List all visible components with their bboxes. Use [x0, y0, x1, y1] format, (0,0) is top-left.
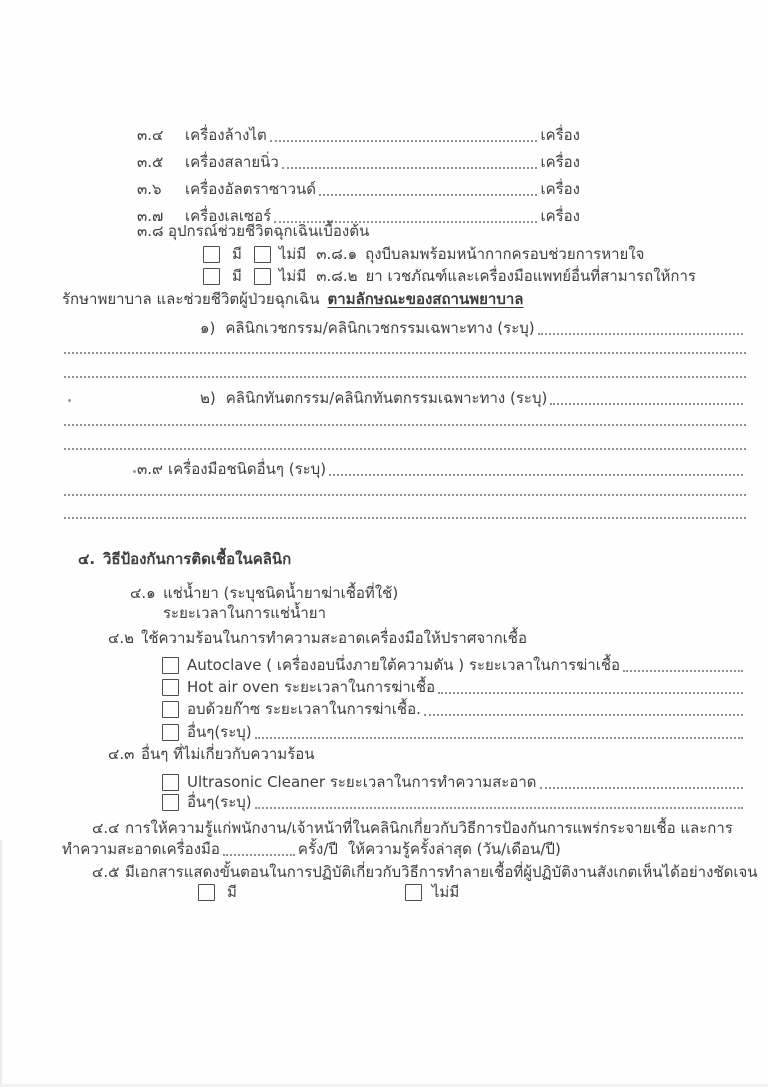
blank-dotted-line: [540, 786, 743, 789]
form-line-4-5: [92, 861, 757, 883]
blank-dotted-line: [550, 402, 743, 405]
blank-dotted-line: [255, 806, 743, 809]
checkbox-yes-label: มี: [232, 267, 242, 285]
item-label: อุปกรณ์ช่วยชีวิตฉุกเฉินเบื้องต้น: [168, 222, 370, 240]
blank-dotted-line: [623, 669, 743, 672]
item-label: อื่นๆ ที่ไม่เกี่ยวกับความร้อน: [141, 745, 315, 763]
item-label: ยา เวชภัณฑ์และเครื่องมือแพทย์อื่นที่สามารถให้การ: [365, 267, 696, 285]
checkbox-yes-label: มี: [232, 245, 242, 263]
checkbox: [162, 794, 179, 811]
item-label: คลินิกเวชกรรม/คลินิกเวชกรรมเฉพาะทาง (ระบุ): [225, 319, 535, 337]
form-line-4-4: [92, 817, 733, 839]
checkbox-no-label: ไม่มี: [278, 245, 307, 263]
scan-speck: [133, 470, 136, 473]
blank-dotted-line: [223, 853, 295, 856]
item-number: ๔.๑: [130, 584, 156, 602]
item-label: ใช้ความร้อนในการทำความสะอาดเครื่องมือให้ปราศจากเชื้อ: [141, 629, 527, 647]
checkbox: [162, 679, 179, 696]
blank-dotted-line: [424, 713, 743, 716]
item-label: ระยะเวลาในการแช่น้ำยา: [163, 604, 327, 622]
form-line-3-9: [137, 458, 746, 480]
blank-dotted-line: [64, 448, 746, 450]
checkbox-yes-label: มี: [227, 883, 237, 901]
form-line-3-8-2: [203, 265, 696, 287]
item-number: ๓.๘.๒: [316, 267, 358, 285]
form-line-4-5-choices: [198, 881, 459, 903]
continuation-text: รักษาพยาบาล และช่วยชีวิตผู้ป่วยฉุกเฉิน: [62, 290, 320, 308]
item-label: มีเอกสารแสดงขั้นตอนในการปฏิบัติเกี่ยวกับวิธีการทำลายเชื้อที่ผู้ปฏิบัติงานสังเกตเห็นได้อย่างชัดเจน: [125, 863, 758, 881]
blank-dotted-line: [319, 193, 537, 196]
blank-dotted-line: [64, 517, 746, 519]
blank-dotted-line: [255, 736, 743, 739]
option-label: อบด้วยก๊าซ ระยะเวลาในการฆ่าเชื้อ.: [187, 700, 421, 718]
scan-speck: [68, 399, 71, 402]
option-hot-air-oven: [162, 676, 746, 698]
blank-dotted-line: [282, 166, 538, 169]
item-label: การให้ความรู้แก่พนักงาน/เจ้าหน้าที่ในคลินิกเกี่ยวกับวิธีการป้องกันการแพร่กระจายเชื้อ และการ: [125, 819, 733, 837]
item-label: เครื่องสลายนิ่ว: [185, 153, 279, 171]
form-line-4-4-continuation: [62, 838, 561, 860]
item-number: ๔.๔: [92, 819, 120, 837]
form-line-4-1: [130, 582, 398, 604]
checkbox-yes: [203, 246, 220, 263]
option-label: Autoclave ( เครื่องอบนึ่งภายใต้ความดัน ) ระยะเวลาในการฆ่าเชื้อ: [187, 656, 621, 674]
option-other-nonheat: [162, 791, 746, 813]
form-line-4-3: [108, 743, 315, 765]
option-label: Ultrasonic Cleaner ระยะเวลาในการทำความสะอาด: [187, 773, 537, 791]
section-number: ๔.: [78, 550, 96, 568]
form-subitem-1: [200, 317, 746, 339]
item-number: ๓.๔: [137, 126, 164, 144]
blank-dotted-line: [64, 494, 746, 496]
checkbox-yes: [198, 884, 215, 901]
scan-edge-left: [0, 840, 2, 1087]
unit-label: เครื่อง: [540, 153, 580, 171]
item-number: ๔.๓: [108, 745, 135, 763]
blank-dotted-line: [64, 352, 746, 354]
section-title: วิธีป้องกันการติดเชื้อในคลินิก: [103, 550, 292, 568]
unit-label: เครื่อง: [540, 180, 580, 198]
emphasized-text: ตามลักษณะของสถานพยาบาล: [327, 290, 524, 308]
option-autoclave: [162, 654, 746, 676]
checkbox: [162, 774, 179, 791]
blank-dotted-line: [329, 473, 743, 476]
checkbox-no-label: ไม่มี: [278, 267, 307, 285]
option-gas: [162, 698, 746, 720]
checkbox-no-label: ไม่มี: [431, 883, 460, 901]
unit-label: เครื่อง: [540, 126, 580, 144]
option-label: อื่นๆ(ระบุ): [187, 723, 252, 741]
form-line-3-8-1: [203, 243, 644, 265]
checkbox-yes: [203, 268, 220, 285]
item-label: ถุงบีบลมพร้อมหน้ากากครอบช่วยการหายใจ: [365, 245, 645, 263]
item-number: ๓.๘: [137, 222, 164, 240]
checkbox: [162, 657, 179, 674]
form-line-3-6: [137, 178, 580, 200]
blank-dotted-line: [64, 424, 746, 426]
form-line-4-2: [108, 627, 527, 649]
form-line-3-5: [137, 151, 580, 173]
unit-label: เครื่อง: [540, 207, 580, 225]
item-label: เครื่องมือชนิดอื่นๆ (ระบุ): [168, 460, 327, 478]
option-label: อื่นๆ(ระบุ): [187, 793, 252, 811]
option-ultrasonic-cleaner: [162, 771, 746, 793]
continuation-text: ทำความสะอาดเครื่องมือ: [62, 840, 220, 858]
frequency-label: ครั้ง/ปี: [297, 840, 338, 858]
item-number: ๔.๒: [108, 629, 135, 647]
option-label: Hot air oven ระยะเวลาในการฆ่าเชื้อ: [187, 678, 436, 696]
item-number: ๑): [200, 319, 216, 337]
item-label: เครื่องอัลตราซาวนด์: [185, 180, 316, 198]
item-number: ๔.๕: [92, 863, 120, 881]
form-line-3-8: [137, 220, 369, 242]
form-line-4-1-duration: [163, 602, 326, 624]
item-number: ๓.๗: [137, 207, 164, 225]
option-other: [162, 721, 746, 743]
item-label: เครื่องเลเซอร์: [185, 207, 272, 225]
item-number: ๓.๖: [137, 180, 162, 198]
item-number: ๓.๕: [137, 153, 164, 171]
blank-dotted-line: [538, 332, 743, 335]
checkbox: [162, 701, 179, 718]
item-label: เครื่องล้างไต: [185, 126, 267, 144]
checkbox-no: [405, 884, 422, 901]
blank-dotted-line: [64, 376, 746, 378]
item-number: ๓.๘.๑: [316, 245, 358, 263]
checkbox-no: [254, 246, 271, 263]
checkbox-no: [254, 268, 271, 285]
form-line-3-8-2-continuation: [62, 288, 523, 310]
form-line-3-4: [137, 124, 580, 146]
form-subitem-2: [200, 387, 746, 409]
item-number: ๓.๙: [137, 460, 164, 478]
blank-dotted-line: [270, 139, 538, 142]
item-number: ๒): [200, 389, 216, 407]
last-training-label: ให้ความรู้ครั้งล่าสุด (วัน/เดือน/ปี): [347, 840, 561, 858]
item-label: แช่น้ำยา (ระบุชนิดน้ำยาฆ่าเชื้อที่ใช้): [163, 584, 399, 602]
section-4-heading: [78, 548, 291, 570]
item-label: คลินิกทันตกรรม/คลินิกทันตกรรมเฉพาะทาง (ระบุ): [225, 389, 548, 407]
checkbox: [162, 724, 179, 741]
blank-dotted-line: [438, 691, 743, 694]
